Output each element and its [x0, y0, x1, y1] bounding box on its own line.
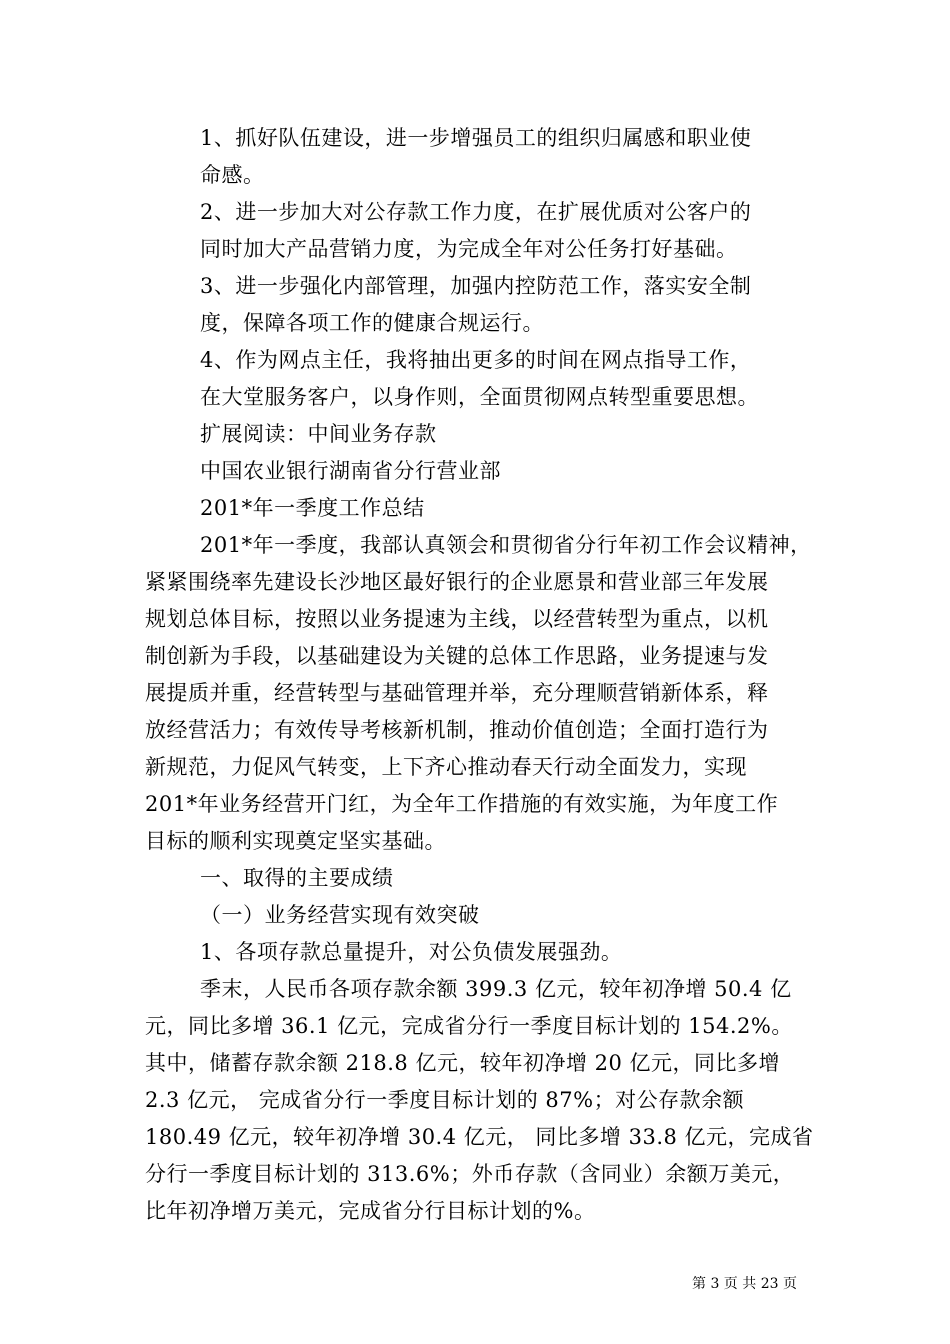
- text-line: 规划总体目标，按照以业务提速为主线，以经营转型为重点，以机: [145, 607, 769, 631]
- text-line: 在大堂服务客户，以身作则，全面贯彻网点转型重要思想。: [200, 385, 759, 409]
- text-line: 1、抓好队伍建设，进一步增强员工的组织归属感和职业使: [200, 126, 752, 150]
- text-line: 制创新为手段，以基础建设为关键的总体工作思路，业务提速与发: [145, 644, 769, 668]
- text-line: 扩展阅读：中间业务存款: [200, 422, 437, 446]
- text-line: 元，同比多增 36.1 亿元，完成省分行一季度目标计划的 154.2%。: [145, 1014, 793, 1038]
- text-line: 1、各项存款总量提升，对公负债发展强劲。: [200, 940, 623, 964]
- text-line: 2、进一步加大对公存款工作力度，在扩展优质对公客户的: [200, 200, 752, 224]
- text-line: 命感。: [200, 163, 265, 187]
- text-line: （一）业务经营实现有效突破: [200, 903, 480, 927]
- text-line: 展提质并重，经营转型与基础管理并举，充分理顺营销新体系，释: [145, 681, 769, 705]
- text-line: 同时加大产品营销力度，为完成全年对公任务打好基础。: [200, 237, 738, 261]
- text-line: 180.49 亿元，较年初净增 30.4 亿元， 同比多增 33.8 亿元，完成省: [145, 1125, 814, 1149]
- text-line: 中国农业银行湖南省分行营业部: [200, 459, 501, 483]
- text-line: 201*年业务经营开门红，为全年工作措施的有效实施，为年度工作: [145, 792, 779, 816]
- text-line: 4、作为网点主任，我将抽出更多的时间在网点指导工作，: [200, 348, 752, 372]
- text-line: 放经营活力；有效传导考核新机制，推动价值创造；全面打造行为: [145, 718, 769, 742]
- text-line: 目标的顺利实现奠定坚实基础。: [145, 829, 446, 853]
- text-line: 紧紧围绕率先建设长沙地区最好银行的企业愿景和营业部三年发展: [145, 570, 769, 594]
- text-line: 季末，人民币各项存款余额 399.3 亿元，较年初净增 50.4 亿: [200, 977, 792, 1001]
- text-line: 一、取得的主要成绩: [200, 866, 394, 890]
- text-line: 比年初净增万美元，完成省分行目标计划的%。: [145, 1199, 596, 1223]
- text-line: 度，保障各项工作的健康合规运行。: [200, 311, 544, 335]
- text-line: 201*年一季度工作总结: [200, 496, 425, 520]
- text-line: 其中，储蓄存款余额 218.8 亿元，较年初净增 20 亿元，同比多增: [145, 1051, 781, 1075]
- text-line: 2.3 亿元， 完成省分行一季度目标计划的 87%；对公存款余额: [145, 1088, 745, 1112]
- page-number-footer: 第 3 页 共 23 页: [692, 1276, 797, 1292]
- text-line: 201*年一季度，我部认真领会和贯彻省分行年初工作会议精神，: [200, 533, 812, 557]
- text-line: 3、进一步强化内部管理，加强内控防范工作，落实安全制: [200, 274, 752, 298]
- text-line: 新规范，力促风气转变，上下齐心推动春天行动全面发力，实现: [145, 755, 747, 779]
- text-line: 分行一季度目标计划的 313.6%；外币存款（含同业）余额万美元，: [145, 1162, 795, 1186]
